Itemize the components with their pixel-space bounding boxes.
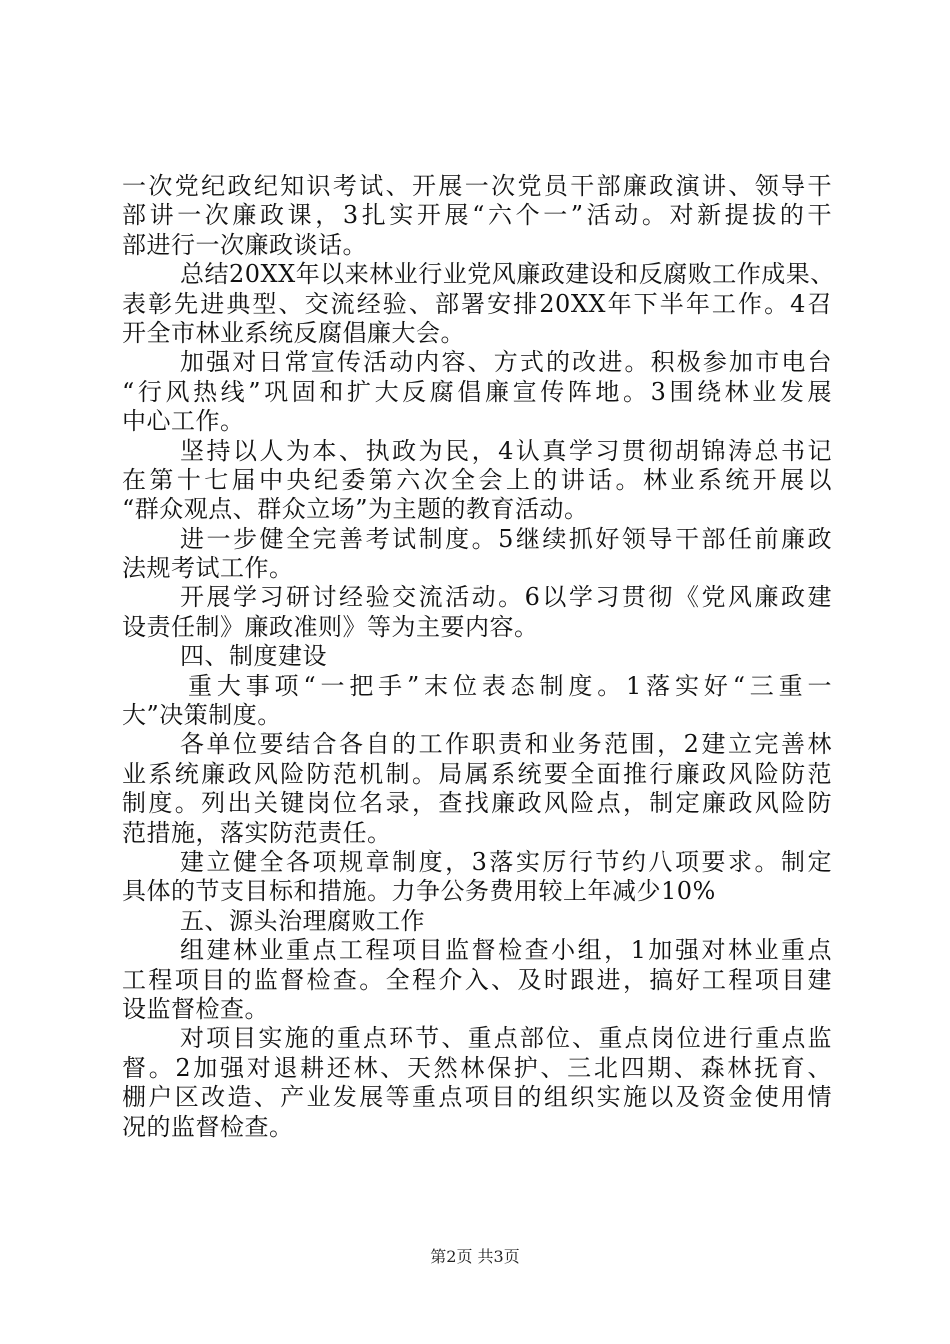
text-line: 部讲一次廉政课，3扎实开展“六个一”活动。对新提拔的干	[122, 201, 832, 230]
text-line: 一次党纪政纪知识考试、开展一次党员干部廉政演讲、领导干	[122, 172, 832, 200]
text-line: 法规考试工作。	[122, 554, 294, 583]
text-line: 工程项目的监督检查。全程介入、及时跟进，搞好工程项目建	[122, 965, 832, 994]
text-line: 部进行一次廉政谈话。	[122, 230, 367, 259]
text-line: “行风热线”巩固和扩大反腐倡廉宣传阵地。3围绕林业发展	[122, 377, 832, 406]
page-footer: 第2页 共3页	[430, 1247, 520, 1266]
text-line: 具体的节支目标和措施。力争公务费用较上年减少10%	[122, 877, 716, 906]
text-line: 设责任制》廉政准则》等为主要内容。	[122, 612, 539, 641]
text-line: 加强对日常宣传活动内容、方式的改进。积极参加市电台	[180, 348, 832, 377]
text-line: 棚户区改造、产业发展等重点项目的组织实施以及资金使用情	[122, 1083, 832, 1112]
text-line: 在第十七届中央纪委第六次全会上的讲话。林业系统开展以	[122, 465, 832, 494]
text-line: 重大事项“一把手”末位表态制度。1落实好“三重一	[188, 671, 832, 700]
text-line: 总结20XX年以来林业行业党风廉政建设和反腐败工作成果、	[180, 260, 835, 289]
text-line: 业系统廉政风险防范机制。局属系统要全面推行廉政风险防范	[122, 759, 832, 788]
text-line: 况的监督检查。	[122, 1112, 294, 1141]
text-line: 五、源头治理腐败工作	[180, 906, 425, 935]
text-line: 对项目实施的重点环节、重点部位、重点岗位进行重点监	[180, 1024, 832, 1053]
text-line: 建立健全各项规章制度，3落实厉行节约八项要求。制定	[180, 847, 832, 876]
text-line: 表彰先进典型、交流经验、部署安排20XX年下半年工作。4召	[122, 289, 832, 318]
text-line: 坚持以人为本、执政为民，4认真学习贯彻胡锦涛总书记	[180, 436, 832, 465]
text-line: 组建林业重点工程项目监督检查小组，1加强对林业重点	[180, 936, 832, 965]
text-line: 开展学习研讨经验交流活动。6以学习贯彻《党风廉政建	[180, 583, 832, 612]
text-line: 设监督检查。	[122, 994, 269, 1023]
text-line: 开全市林业系统反腐倡廉大会。	[122, 318, 465, 347]
text-line: 制度。列出关键岗位名录，查找廉政风险点，制定廉政风险防	[122, 789, 832, 818]
text-line: 各单位要结合各自的工作职责和业务范围，2建立完善林	[180, 730, 832, 759]
document-body	[122, 172, 835, 1142]
text-line: 进一步健全完善考试制度。5继续抓好领导干部任前廉政	[180, 524, 832, 553]
text-line: 范措施，落实防范责任。	[122, 818, 392, 847]
text-line: “群众观点、群众立场”为主题的教育活动。	[122, 495, 589, 524]
text-line: 中心工作。	[122, 407, 245, 436]
text-line: 四、制度建设	[180, 642, 327, 671]
text-line: 督。2加强对退耕还林、天然林保护、三北四期、森林抚育、	[122, 1053, 832, 1082]
text-line: 大”决策制度。	[122, 701, 282, 730]
